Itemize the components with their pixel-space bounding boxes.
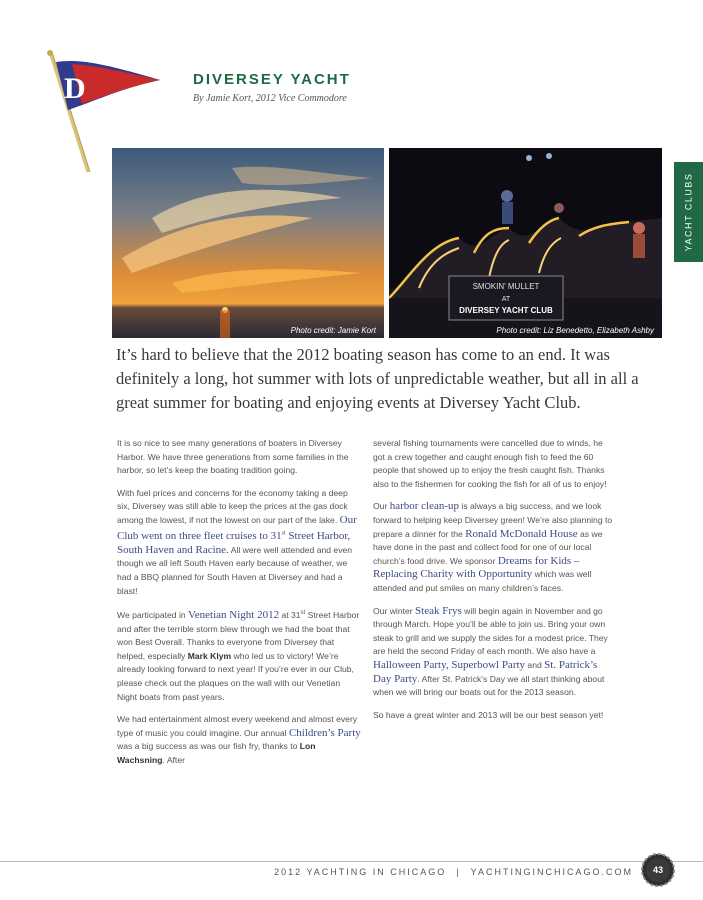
footer-website: YACHTINGINCHICAGO.COM	[470, 867, 633, 877]
footer-divider	[0, 861, 703, 862]
banner-line2: AT	[501, 296, 511, 303]
banner-line1: SMOKIN' MULLET	[472, 282, 540, 291]
highlight-childrens-party: Children’s Party	[288, 726, 361, 739]
col1-paragraph-2: With fuel prices and concerns for the economy taking a deep six, Diversey was still able to keep the prices at the gas dock among the lowest, if not the lowest on our part of the lake. Our Club went on three fleet cruises to 31st Street Harbor, South Haven and Racine. All were well attended and even though we all left South Haven early because of weather, we had a BBQ planned for South Haven at Diversey and had a blast!	[117, 487, 357, 596]
section-tab	[674, 162, 703, 262]
highlight-venetian-night: Venetian Night 2012	[188, 609, 280, 622]
highlight-ronald-mcdonald: Ronald McDonald House	[465, 527, 578, 540]
page-footer	[274, 867, 633, 877]
col2-paragraph-3: Our winter Steak Frys will begin again in November and go through March. Hope you’ll be able to join us. Bring your own steak to grill and we supply the sides for a modest price. They are held the second Friday of each month. We also have a Halloween Party, Superbowl Party and St. Patrick’s Day Party. After St. Patrick’s Day we all start thinking about when we will bring our boats out for the 2013 season.	[373, 604, 608, 698]
name-mark-klym: Mark Klym	[187, 650, 232, 661]
footer-publication: 2012 YACHTING IN CHICAGO	[274, 867, 447, 877]
col2-paragraph-4: So have a great winter and 2013 will be our best season yet!	[373, 709, 604, 720]
highlight-steak-frys: Steak Frys	[415, 604, 462, 617]
sunset-photo	[112, 148, 384, 338]
page-number: 43	[652, 865, 663, 875]
flag-letter: D	[64, 72, 86, 105]
highlight-st-patricks: St. Patrick’s Day Party	[373, 658, 598, 685]
article-title: DIVERSEY YACHT	[193, 71, 351, 88]
col2-paragraph-1: several fishing tournaments were cancelled due to winds, he got a crew together and caught enough fish to feed the 60 people that showed up to enjoy the fresh caught fish. Thanks also to the fishermen for cooking the fish for all of us to enjoy!	[373, 438, 607, 489]
venetian-night-photo	[389, 148, 662, 338]
section-tab-label: YACHT CLUBS	[683, 172, 694, 252]
name-lon-wachsning: Lon Wachsning	[117, 741, 316, 765]
highlight-fleet-cruises: Our Club went on three fleet cruises to 31st Street Harbor, South Haven and Racine.	[117, 513, 357, 556]
col1-paragraph-1: It is so nice to see many generations of boaters in Diversey Harbor. We have three generations from some families in the harbor, so let’s keep the boating tradition going.	[117, 438, 349, 476]
col1-paragraph-3: We participated in Venetian Night 2012 at 31st Street Harbor and after the terrible storm blew through we had the boat that won Best Overall. Thanks to everyone from Diversey that helped, especially Mark Klym who led us to victory! We’re already looking forward to next year! If you’re ever in our Club, please check out the plaques on the wall with our Venetian Night boats from past years.	[117, 609, 360, 702]
col2-paragraph-2: Our harbor clean-up is always a big success, and we look forward to helping keep Diversey green! We’re also planning to prepare a dinner for the Ronald McDonald House as we have done in the past and collect food for one of our local church’s food drive. We sponsor Dreams for Kids – Replacing Charity with Opportunity which was well attended and put smiles on many children’s faces.	[373, 500, 613, 593]
banner-line3: DIVERSEY YACHT CLUB	[459, 306, 553, 315]
page-number-badge	[641, 853, 675, 887]
photo-credit-right: Photo credit: Liz Benedetto, Elizabeth Ashby	[496, 326, 654, 335]
highlight-harbor-cleanup: harbor clean-up	[389, 500, 460, 513]
highlight-halloween-superbowl: Halloween Party, Superbowl Party	[373, 658, 526, 671]
intro-paragraph: It’s hard to believe that the 2012 boating season has come to an end. It was definitely a long, hot summer with lots of unpredictable weather, but all in all a great summer for boating and enjoying events at Diversey Yacht Club.	[116, 345, 639, 412]
col1-paragraph-4: We had entertainment almost every weekend and almost every type of music you could imagine. Our annual Children’s Party was a big success as was our fish fry, thanks to Lon Wachsning. After	[117, 714, 361, 765]
photo-credit-left: Photo credit: Jamie Kort	[290, 326, 376, 335]
highlight-dreams-for-kids: Dreams for Kids – Replacing Charity with Opportunity	[373, 554, 580, 581]
body-column-1	[117, 437, 361, 777]
body-column-2	[373, 437, 617, 731]
article-byline: By Jamie Kort, 2012 Vice Commodore	[193, 93, 347, 104]
footer-separator: |	[456, 867, 461, 877]
